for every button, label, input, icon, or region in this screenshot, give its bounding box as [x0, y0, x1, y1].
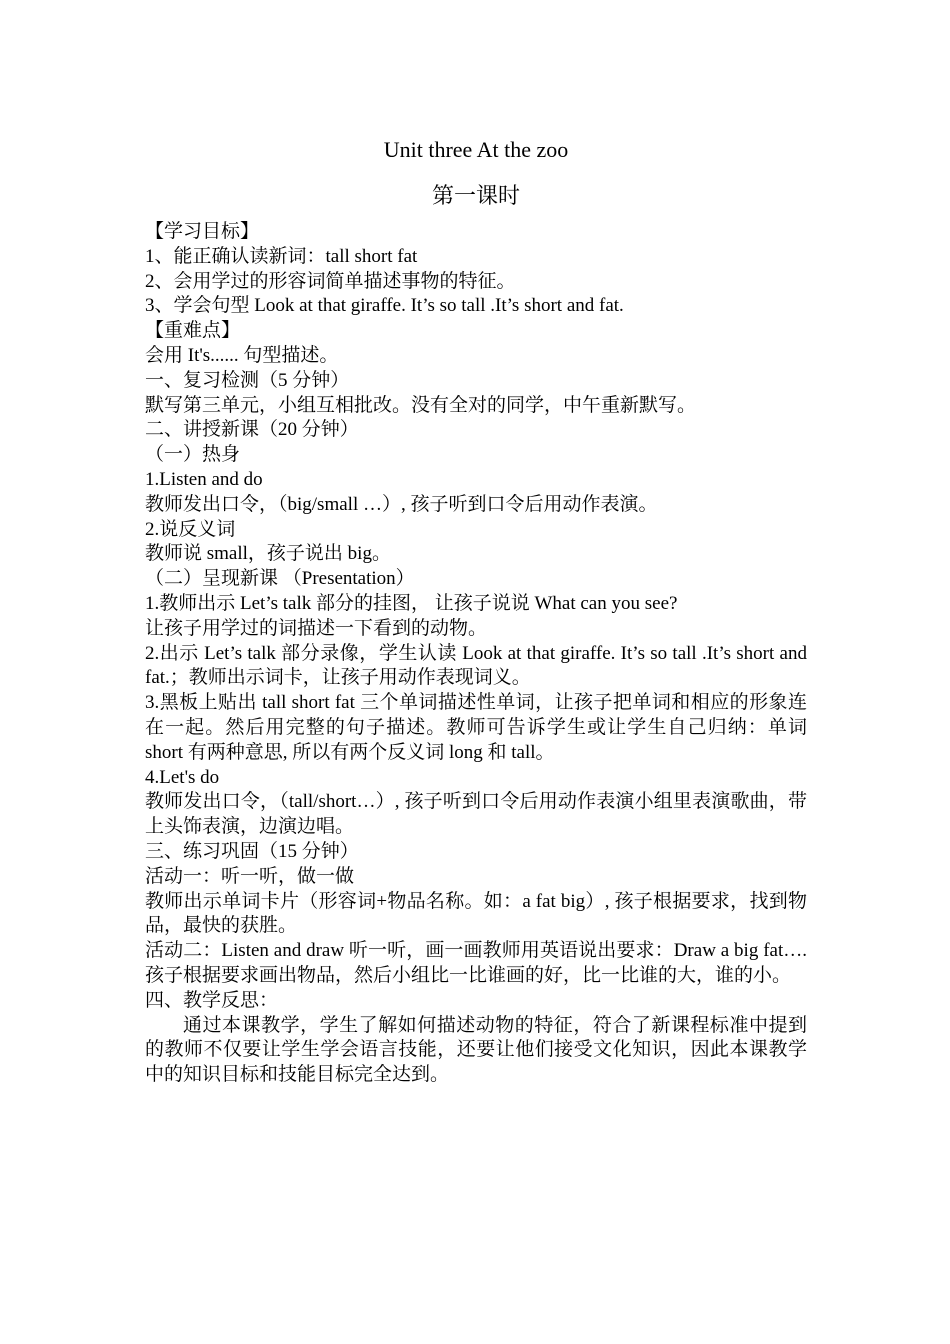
- activity-text-listen-do: 教师发出口令，（big/small …）, 孩子听到口令后用动作表演。: [145, 493, 658, 515]
- document-page: [145, 134, 807, 1088]
- activity-heading-antonyms: 2.说反义词: [145, 518, 236, 540]
- section-heading-objectives: 【学习目标】: [145, 221, 260, 242]
- presentation-step-1: 1.教师出示 Let’s talk 部分的挂图， 让孩子说说 What can you see?: [145, 592, 678, 614]
- review-text: 默写第三单元，小组互相批改。没有全对的同学，中午重新默写。: [145, 394, 697, 416]
- section-heading-practice: 三、练习巩固（15 分钟）: [145, 840, 359, 862]
- subsection-heading-warmup: （一）热身: [145, 444, 241, 466]
- presentation-step-2: 2.出示 Let’s talk 部分录像，学生认读 Look at that giraffe. It’s so tall .It’s short and fat.；教师出示词卡，让孩子用动作表现词义。: [145, 642, 807, 689]
- practice-activity-1-text: 教师出示单词卡片（形容词+物品名称。如：a fat big）, 孩子根据要求，找到物品，最快的获胜。: [145, 890, 807, 937]
- objective-item-1: 1、能正确认读新词：tall short fat: [145, 245, 418, 267]
- objective-item-2: 2、会用学过的形容词简单描述事物的特征。: [145, 270, 516, 292]
- activity-heading-lets-do: 4.Let's do: [145, 766, 220, 788]
- practice-activity-2-text: 活动二：Listen and draw 听一听，画一画教师用英语说出要求：Draw a big fat….孩子根据要求画出物品，然后小组比一比谁画的好，比一比谁的大，谁的小。: [145, 940, 807, 986]
- activity-heading-listen-do: 1.Listen and do: [145, 468, 263, 490]
- presentation-step-3: 3.黑板上贴出 tall short fat 三个单词描述性单词，让孩子把单词和相应的形象连在一起。然后用完整的句子描述。教师可告诉学生或让学生自己归纳：单词 short 有两种意思, 所以有两个反义词 long 和 tall。: [145, 692, 807, 763]
- practice-activity-1-heading: 活动一：听一听，做一做: [145, 865, 355, 887]
- subsection-heading-presentation: （二）呈现新课 （Presentation）: [145, 568, 415, 590]
- activity-text-antonyms: 教师说 small，孩子说出 big。: [145, 543, 391, 565]
- section-heading-review: 一、复习检测（5 分钟）: [145, 369, 350, 391]
- document-subtitle: 第一课时: [431, 183, 520, 208]
- objective-item-3: 3、学会句型 Look at that giraffe. It’s so tall .It’s short and fat.: [145, 295, 624, 317]
- reflection-text: 通过本课教学，学生了解如何描述动物的特征，符合了新课程标准中提到的教师不仅要让学生学会语言技能，还要让他们接受文化知识，因此本课教学中的知识目标和技能目标完全达到。: [145, 1014, 807, 1086]
- activity-text-lets-do: 教师发出口令，（tall/short…）, 孩子听到口令后用动作表演小组里表演歌曲，带上头饰表演，边演边唱。: [145, 791, 807, 838]
- key-point-text: 会用 It's...... 句型描述。: [145, 344, 339, 366]
- section-heading-new-lesson: 二、讲授新课（20 分钟）: [145, 419, 359, 441]
- presentation-step-1-detail: 让孩子用学过的词描述一下看到的动物。: [145, 617, 488, 639]
- section-heading-reflection: 四、教学反思：: [145, 989, 279, 1011]
- document-title: Unit three At the zoo: [383, 137, 569, 162]
- section-heading-key-points: 【重难点】: [145, 320, 241, 342]
